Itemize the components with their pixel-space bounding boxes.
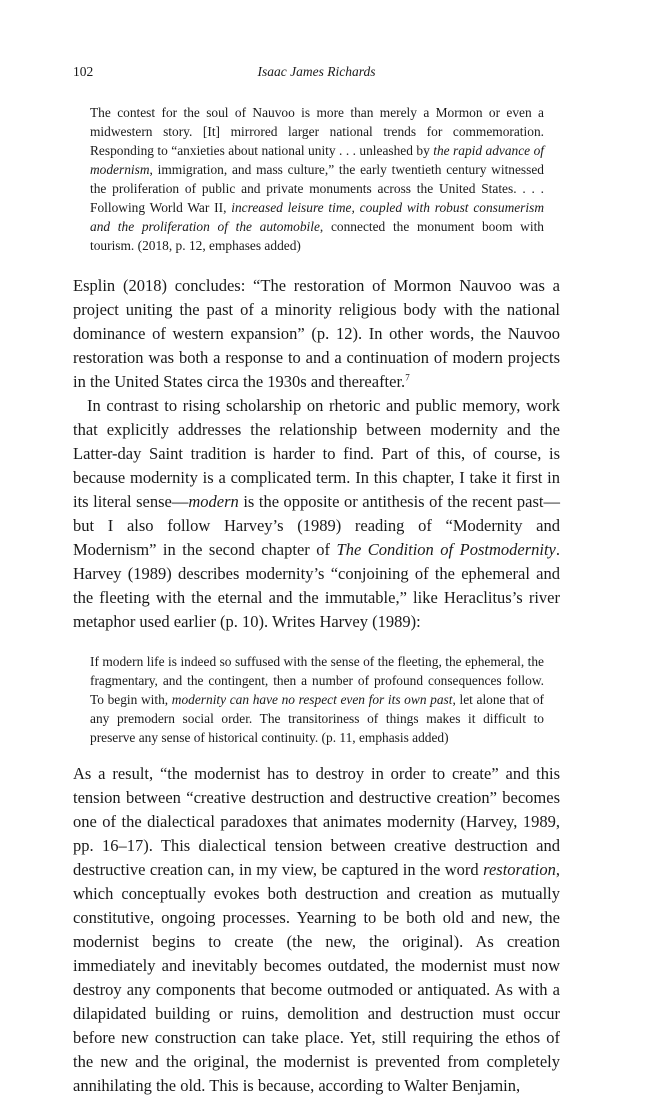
emphasis: the rapid advance of modernism — [90, 143, 544, 177]
emphasis: modern — [188, 492, 239, 511]
page-number: 102 — [73, 64, 94, 79]
block-quote-harvey — [90, 652, 544, 747]
emphasis: modernity can have no respect even for its own past — [171, 692, 453, 707]
block-quote-text: If modern life is indeed so suffused with the sense of the fleeting, the ephemeral, the fragmentary, and the contingent, then a number of profound consequences follow. To begin with, modernity can have no respect even for its own past, let alone that of any premodern social order. The transitoriness of things makes it difficult to preserve any sense of historical continuity. (p. 11, emphasis added) — [90, 654, 545, 745]
running-header — [73, 64, 560, 86]
emphasis: restoration — [483, 860, 556, 879]
footnote-marker[interactable]: 7 — [405, 372, 410, 383]
emphasis: increased leisure time, coupled with robust consumerism and the proliferation of the automobile — [90, 200, 544, 234]
paragraph-restoration: As a result, “the modernist has to destroy in order to create” and this tension between “creative destruction and destructive creation” becomes one of the dialectical paradoxes that animates modernity (Harvey, 1989, pp. 16–17). This dialectical tension between creative destruction and destructive creation can, in my view, be captured in the word restoration, which conceptually evokes both destruction and creation as mutually constitutive, ongoing processes. Yearning to be both old and new, the modernist begins to create (the new, the original). As creation immediately and inevitably becomes outdated, the modernist must now destroy any components that become outmoded or antiquated. As with a dilapidated building or ruins, demolition and destruction must occur before new construction can take place. Yet, still requiring the ethos of the new and the original, the modernist is prevented from completely annihilating the old. This is because, according to Walter Benjamin, — [73, 764, 560, 1095]
block-quote-text: The contest for the soul of Nauvoo is more than merely a Mormon or even a midwestern story. [It] mirrored larger national trends for commemoration. Responding to “anxieties about national unity . . . unleashed by the rapid advance of modernism, immigration, and mass culture,” the early twentieth century witnessed the proliferation of public and private monuments across the United States. . . . Following World War II, increased leisure time, coupled with robust consumerism and the proliferation of the automobile, connected the monument boom with tourism. (2018, p. 12, emphases added) — [90, 105, 544, 253]
book-title: The Condition of Postmodernity — [336, 540, 556, 559]
book-page — [73, 64, 560, 1098]
paragraph-modernity: In contrast to rising scholarship on rhetoric and public memory, work that explicitly addresses the relationship between modernity and the Latter-day Saint tradition is harder to find. Part of this, of course, is because modernity is a complicated term. In this chapter, I take it first in its literal sense—modern is the opposite or antithesis of the recent past—but I also follow Harvey’s (1989) reading of “Modernity and Modernism” in the second chapter of The Condition of Postmodernity. Harvey (1989) describes modernity’s “conjoining of the ephemeral and the fleeting with the eternal and the immutable,” like Heraclitus’s river metaphor used earlier (p. 10). Writes Harvey (1989): — [73, 396, 560, 631]
paragraph-esplin-conclusion: Esplin (2018) concludes: “The restoration of Mormon Nauvoo was a project uniting the past of a minority religious body with the national dominance of western expansion” (p. 12). In other words, the Nauvoo restoration was both a response to and a continuation of modern projects in the United States circa the 1930s and thereafter.$^7$ — [73, 276, 560, 391]
block-quote-esplin — [90, 103, 544, 255]
running-header-author: Isaac James Richards — [257, 64, 376, 79]
